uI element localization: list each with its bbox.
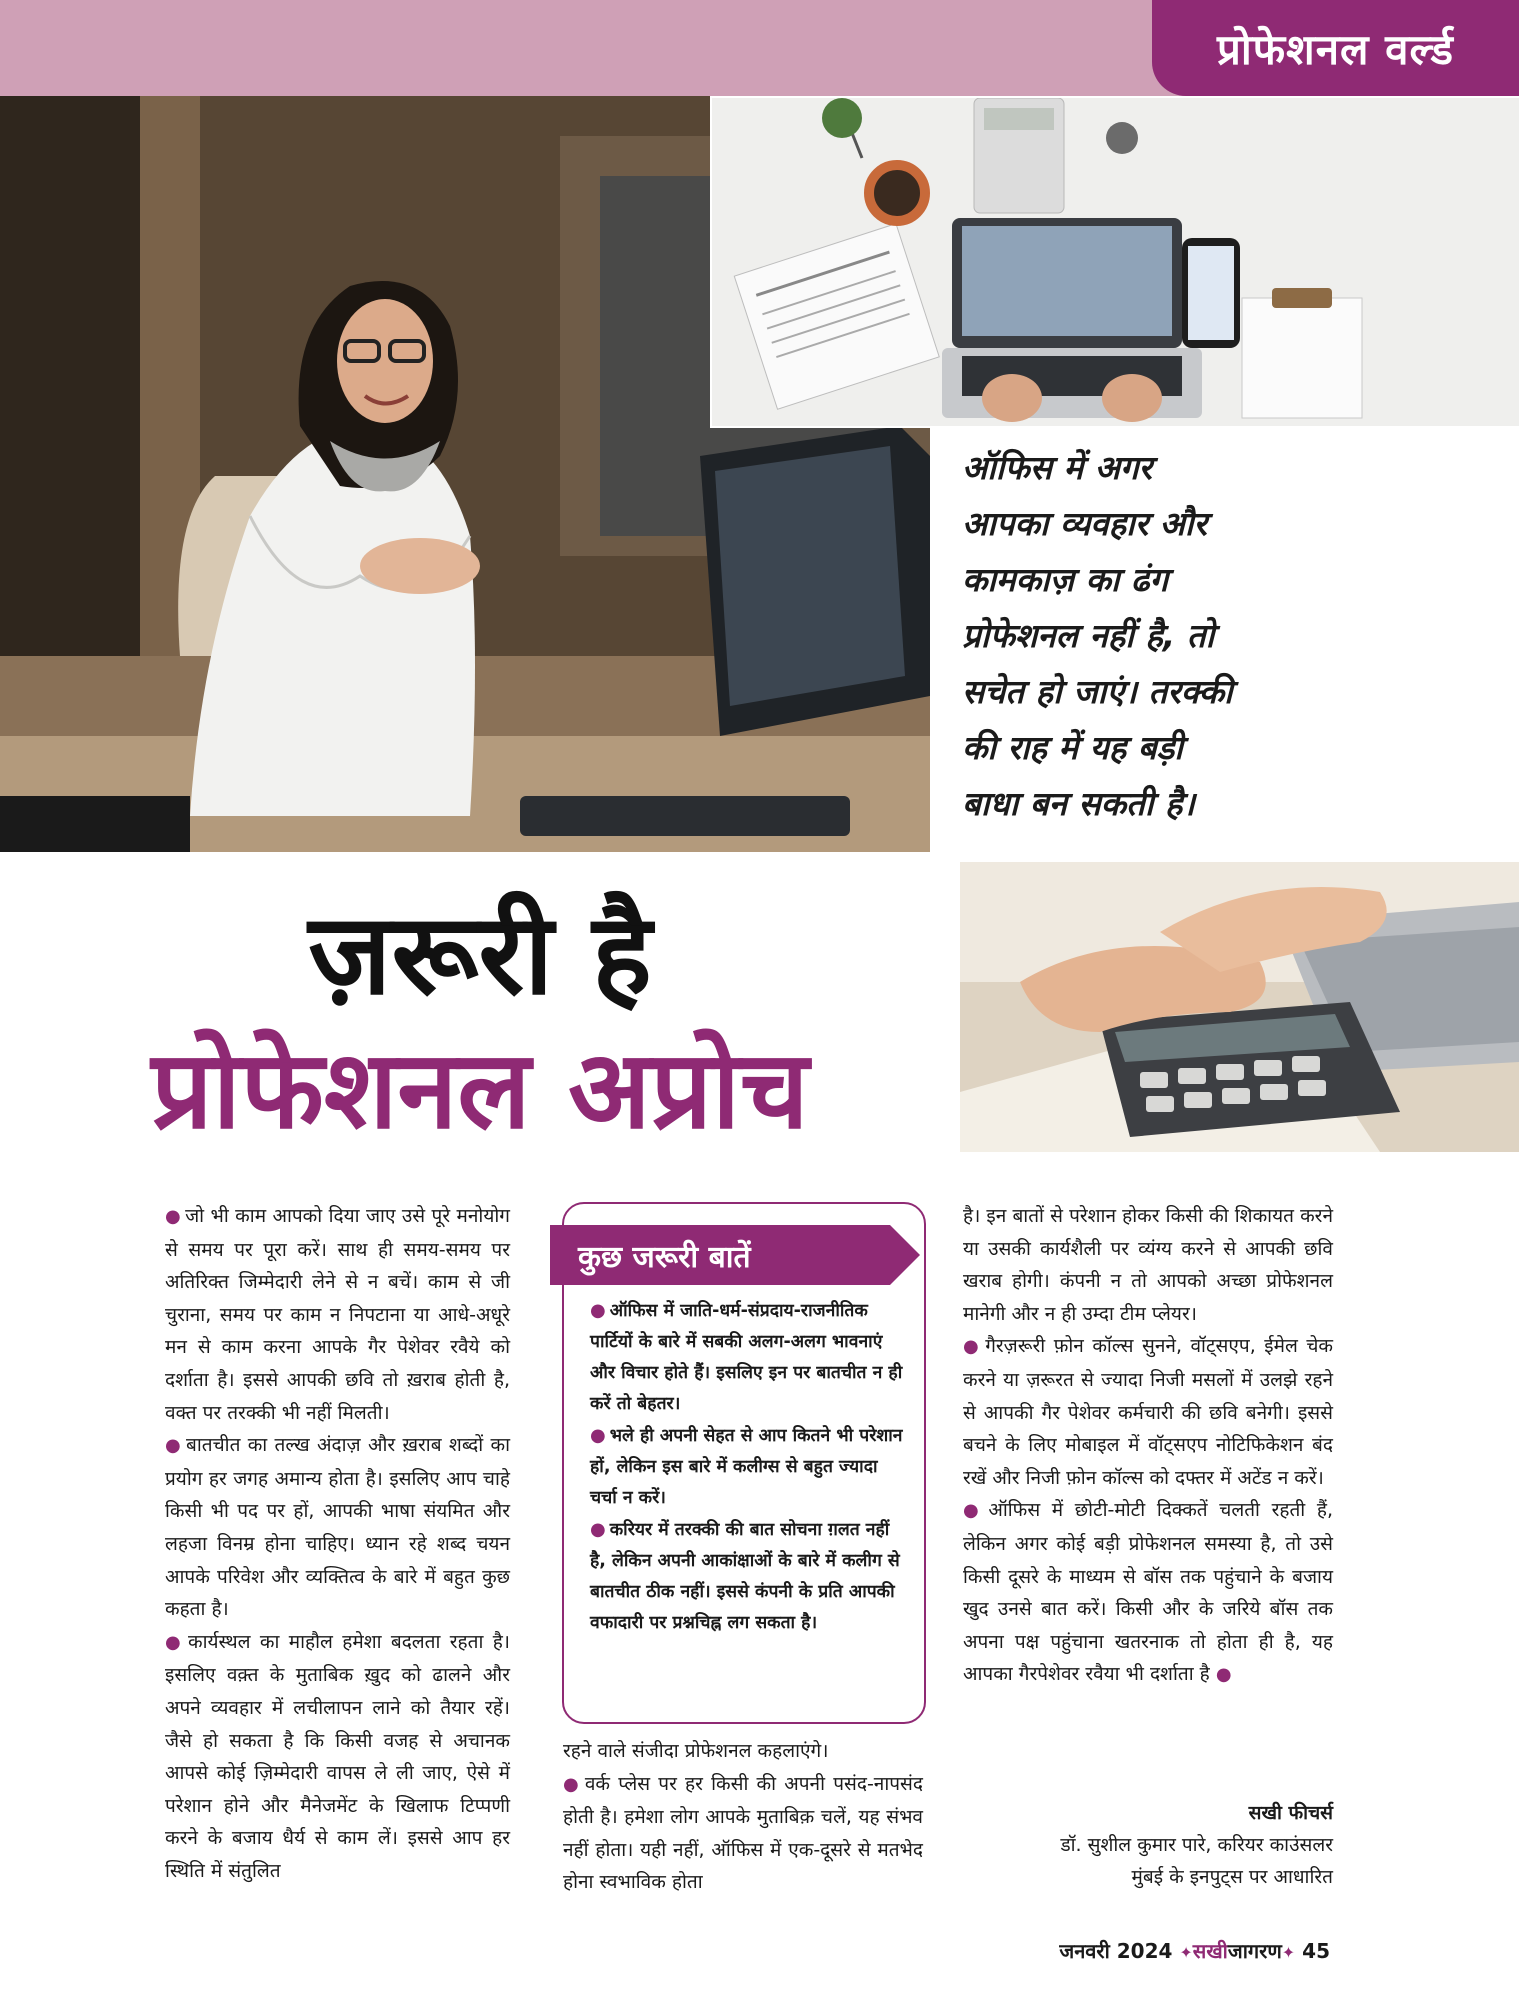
deck-line: प्रोफेशनल नहीं है, तो: [962, 616, 1215, 655]
sidebar-item: [590, 1420, 910, 1514]
footer-date: जनवरी 2024: [1059, 1939, 1173, 1963]
continuation-text: है। इन बातों से परेशान होकर किसी की शिकायत करने या उसकी कार्यशैली पर व्यंग्य करने से आपकी छवि खराब होगी। कंपनी न तो आपको अच्छा प्रोफेशनल मानेगी और न ही उम्दा टीम प्लेयर।: [963, 1205, 1333, 1325]
deck-intro: [962, 440, 1302, 832]
deck-line: कामकाज़ का ढंग: [962, 560, 1169, 599]
headline-line-1: ज़रूरी है: [308, 890, 652, 1020]
bullet-icon: ●: [590, 1425, 606, 1446]
bullet-icon: ●: [563, 1773, 581, 1795]
calculator-illustration: [960, 862, 1519, 1152]
bullet-icon: ●: [590, 1519, 606, 1540]
article-column-2: [563, 1735, 923, 1899]
paragraph-text: बातचीत का तल्ख अंदाज़ और ख़राब शब्दों का प्रयोग हर जगह अमान्य होता है। इसलिए आप चाहे किसी भी पद पर हों, आपकी भाषा संयमित और लहजा विनम्र होना चाहिए। ध्यान रहे शब्द चयन आपके परिवेश और व्यक्तित्व के बारे में बहुत कुछ कहता है।: [165, 1434, 510, 1621]
desk-illustration: [712, 98, 1519, 426]
article-column-3: [963, 1200, 1333, 1692]
page-footer: [1000, 1937, 1330, 1964]
credit-line: डॉ. सुशील कुमार पारे, करियर काउंसलर: [1060, 1834, 1333, 1856]
deck-line: ऑफिस में अगर: [962, 448, 1153, 487]
sidebar-list: [590, 1295, 910, 1639]
star-icon: ✦: [1179, 1943, 1193, 1962]
page-number: 45: [1302, 1939, 1330, 1963]
bullet-icon: ●: [165, 1435, 182, 1457]
star-icon: ✦: [1281, 1943, 1296, 1962]
deck-line: सचेत हो जाएं। तरक्की: [962, 672, 1233, 711]
sidebar-title: कुछ जरूरी बातें: [578, 1239, 751, 1275]
bullet-icon: ●: [165, 1631, 184, 1653]
end-mark-icon: ●: [1215, 1664, 1232, 1686]
headline-line-2: प्रोफेशनल अप्रोच: [151, 1028, 809, 1153]
paragraph-text: कार्यस्थल का माहौल हमेशा बदलता रहता है। इसलिए वक़्त के मुताबिक ख़ुद को ढालने और अपने व्यवहार में लचीलापन लाने को तैयार रहें। जैसे हो सकता है कि किसी वजह से अचानक आपसे कोई ज़िम्मेदारी वापस ले ली जाए, ऐसे में परेशान होने और मैनेजमेंट के खिलाफ टिप्पणी करने के बजाय धैर्य से काम लें। इससे आप हर स्थिति में संतुलित: [165, 1630, 510, 1882]
section-tab: प्रोफेशनल वर्ल्ड: [1152, 0, 1519, 96]
sidebar-item-text: भले ही अपनी सेहत से आप कितने भी परेशान हों, लेकिन इस बारे में कलीग्स से बहुत ज्यादा चर्चा न करें।: [590, 1426, 903, 1508]
sidebar-item: [590, 1295, 910, 1420]
deck-line: आपका व्यवहार और: [962, 504, 1207, 543]
paragraph: [963, 1494, 1333, 1692]
article-column-1: [165, 1200, 510, 1887]
credit-line: मुंबई के इनपुट्स पर आधारित: [1131, 1866, 1333, 1888]
sidebar-title-banner: [550, 1225, 920, 1285]
bullet-icon: ●: [963, 1500, 985, 1522]
paragraph: [963, 1330, 1333, 1494]
sidebar-item: [590, 1514, 910, 1639]
paragraph: [165, 1429, 510, 1626]
bullet-icon: ●: [963, 1336, 982, 1358]
sidebar-item-text: करियर में तरक्की की बात सोचना ग़लत नहीं है, लेकिन अपनी आकांक्षाओं के बारे में कलीग से बातचीत ठीक नहीं। इससे कंपनी के प्रति आपकी वफादारी पर प्रश्नचिह्न लग सकता है।: [590, 1520, 900, 1633]
bullet-icon: ●: [590, 1300, 606, 1321]
photo-calculator-hands: [960, 862, 1519, 1152]
photo-desk-topview: [710, 96, 1519, 428]
deck-line: की राह में यह बड़ी: [962, 728, 1183, 767]
sidebar-item-text: ऑफिस में जाति-धर्म-संप्रदाय-राजनीतिक पार्टियों के बारे में सबकी अलग-अलग भावनाएं और विचार होते हैं। इसलिए इन पर बातचीत न ही करें तो बेहतर।: [590, 1301, 903, 1414]
continuation-text: रहने वाले संजीदा प्रोफेशनल कहलाएंगे।: [563, 1740, 829, 1762]
bullet-icon: ●: [165, 1206, 182, 1227]
paragraph: [563, 1768, 923, 1899]
article-credit: [963, 1797, 1333, 1893]
headline: [0, 890, 960, 1156]
paragraph: [165, 1200, 510, 1429]
paragraph-text: ऑफिस में छोटी-मोटी दिक्कतें चलती रहती हैं, लेकिन अगर कोई बड़ी प्रोफेशनल समस्या है, तो उसे किसी दूसरे के माध्यम से बॉस तक पहुंचाने के बजाय खुद उनसे बात करें। किसी और के जरिये बॉस तक अपना पक्ष पहुंचाना खतरनाक तो होता ही है, यह आपका गैरपेशेवर रवैया भी दर्शाता है: [963, 1499, 1333, 1686]
paragraph-text: जो भी काम आपको दिया जाए उसे पूरे मनोयोग से समय पर पूरा करें। साथ ही समय-समय पर अतिरिक्त जिम्मेदारी लेने से न बचें। काम से जी चुराना, समय पर काम न निपटाना या आधे-अधूरे मन से काम करना आपके गैर पेशेवर रवैये को दर्शाता है। इससे आपकी छवि तो ख़राब होती है, वक्त पर तरक्की भी नहीं मिलती।: [165, 1205, 510, 1424]
credit-name: सखी फीचर्स: [1248, 1802, 1333, 1824]
paragraph: [165, 1626, 510, 1888]
deck-line: बाधा बन सकती है।: [962, 784, 1195, 823]
footer-brand-part1: सखी: [1192, 1939, 1228, 1963]
paragraph-text: वर्क प्लेस पर हर किसी की अपनी पसंद-नापसंद होती है। हमेशा लोग आपके मुताबिक़ चलें, यह संभव नहीं होता। यही नहीं, ऑफिस में एक-दूसरे से मतभेद होना स्वभाविक होता: [563, 1772, 923, 1894]
footer-brand-part2: जागरण: [1227, 1939, 1282, 1963]
paragraph-text: गैरज़रूरी फ़ोन कॉल्स सुनने, वॉट्सएप, ईमेल चेक करने या ज़रूरत से ज्यादा निजी मसलों में उलझे रहने से आपकी गैर पेशेवर कर्मचारी की छवि बनेगी। इससे बचने के लिए मोबाइल में वॉट्सएप नोटिफिकेशन बंद रखें और निजी फ़ोन कॉल्स को दफ्तर में अटेंड न करें।: [963, 1335, 1333, 1489]
